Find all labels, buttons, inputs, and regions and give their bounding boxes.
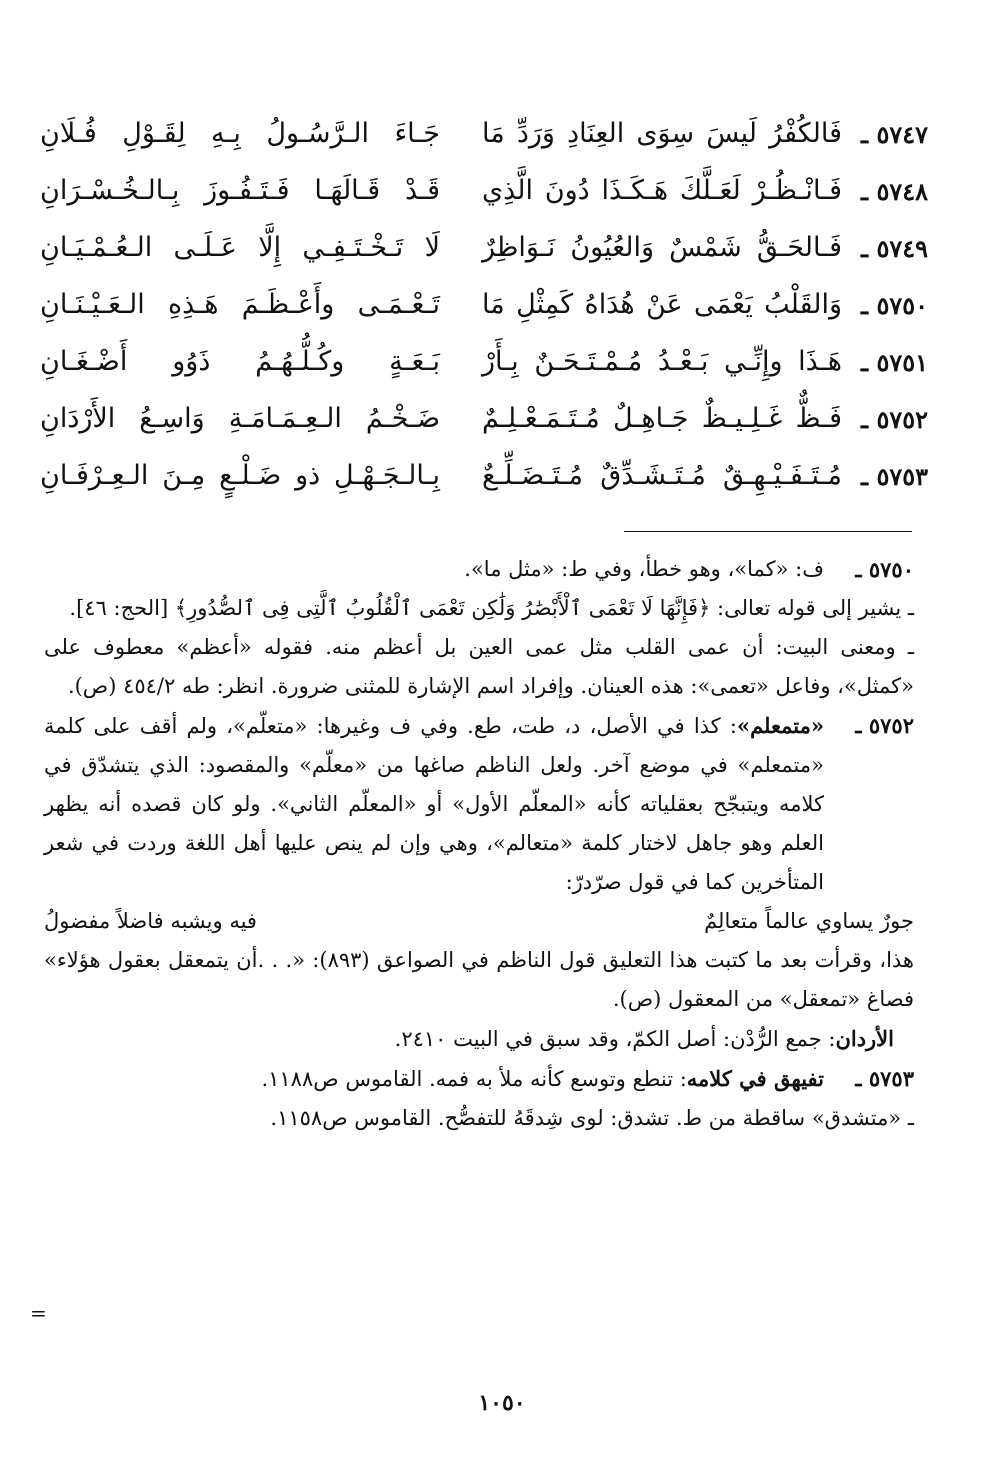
verse-5753 [40,460,928,517]
first-hemistich: فَـظٌّ غَـلِـيـظٌ جَـاهِـلٌ مُـتَـمَـعْـلِـمٌ [482,403,842,434]
verse-5747 [40,118,928,175]
footnote-text [44,1019,894,1059]
poem [40,118,928,517]
first-hemistich: مُـتَـفَـيْـهِـقٌ مُـتَـشَـدِّقٌ مُـتَـضَـلِّـعٌ [482,460,842,491]
second-hemistich: جَـاءَ الـرَّسُـولُ بِـهِ لِقَـوْلِ فُـلَانِ [40,118,440,149]
page-number: ١٠٥٠ [478,1390,526,1416]
quoted-first-hemistich: جورٌ يساوي عالماً متعالِمٌ [704,909,914,933]
footnote-5753 [44,1059,914,1099]
footnote-body: : جمع الرُّدْن: أصل الكمّ، وقد سبق في البيت ٢٤١٠. [394,1027,836,1051]
footnote-term: تفيهق في كلامه [686,1066,824,1091]
first-hemistich: فَالكُفْرُ لَيسَ سِوَى العِنَادِ وَرَدِّ مَا [482,118,842,149]
verse-number: ٥٧٥١ ـ [861,348,928,377]
footnote-number: ٥٧٥٢ ـ [855,713,914,738]
verse-number: ٥٧٤٨ ـ [861,177,928,206]
second-hemistich: قَـدْ قَـالَهَـا فَـتَـفُـوزَ بِـالـخُـسْـرَانِ [40,175,440,206]
footnote-body: : تنطع وتوسع كأنه ملأ به فمه. القاموس ص١١٨٨. [261,1067,687,1091]
footnote-body: : كذا في الأصل، د، طت، طع. وفي ف وغيرها: «متعلّم»، ولم أقف على كلمة «متمعلم» في موضع آخر. ولعل الناظم صاغها من «معلّم» والمقصود: الذي يتشدّق في كلامه ويتبجّح بعقلياته كأنه «المعلّم الأول» أو «المعلّم الثاني». ولو كان قصده أنه يظهر العلم وهو جاهل لاختار كلمة «متعالم»، وهي وإن لم ينص عليها أهل اللغة وردت في شعر المتأخرين كما في قول صرّدرّ: [44,714,824,894]
verse-number: ٥٧٥٠ ـ [861,291,928,320]
footnote-5752 [44,706,914,902]
verse-5748 [40,175,928,232]
verse-5750 [40,289,928,346]
first-hemistich: هَـذَا وإِنِّـي بَـعْـدُ مُـمْـتَـحَـنٌ بِـأَرْ [482,346,842,377]
second-hemistich: تَـعْـمَـى وأَعْـظَـمَ هَـذِهِ الـعَـيْـنَـانِ [40,289,440,320]
verse-number: ٥٧٤٩ ـ [861,234,928,263]
first-hemistich: فَـانْـظُـرْ لَعَـلَّكَ هَـكَـذَا دُونَ الَّذِي [482,175,842,206]
footnote-5752-addendum [44,941,914,1019]
footnote-5750 [44,550,914,589]
footnote-number: ٥٧٥٣ ـ [855,1066,914,1091]
second-hemistich: ضَـخْـمُ الـعِـمَـامَـةِ وَاسِـعُ الأَرْدَانِ [40,403,440,434]
footnote-5750-meaning [44,628,914,706]
second-hemistich: بَـعَـةٍ وكُـلُّـهُـمُ ذَوُو أَضْـغَـانِ [40,346,440,377]
quoted-verse [44,902,914,941]
second-hemistich: بِـالـجَـهْـلِ ذو ضَـلْـعٍ مِـنَ الـعِـرْفَـانِ [40,460,440,491]
footnotes [44,550,914,1138]
footnote-text: ـ يشير إلى قوله تعالى: ﴿فَإِنَّهَا لَا تَعْمَى ٱلْأَبْصَٰرُ وَلَٰكِن تَعْمَى ٱلْقُلُوبُ ٱلَّتِى فِى ٱلصُّدُورِ﴾ [الحج: ٤٦]. [69,596,914,620]
footnote-text [44,706,824,902]
footnote-text [44,1059,824,1099]
footnote-number: ٥٧٥٠ ـ [855,557,914,582]
footnote-term: «متمعلم» [736,713,824,738]
verse-number: ٥٧٥٢ ـ [861,405,928,434]
first-hemistich: فَـالحَـقُّ شَمْسٌ وَالعُيُونُ نَـوَاظِرٌ [482,232,842,263]
second-hemistich: لَا تَـخْـتَـفِـي إِلَّا عَـلَـى الـعُـمْـيَـانِ [40,232,440,263]
footnote-5753-mutashaddiq [44,1099,914,1138]
footnote-5752-ardan [44,1019,914,1059]
verse-number: ٥٧٤٧ ـ [861,120,928,149]
footnote-text: ف: «كما»، وهو خطأ، وفي ط: «مثل ما». [464,557,824,581]
quoted-second-hemistich: فيه ويشبه فاضلاً مفضولُ [44,909,257,933]
verse-5749 [40,232,928,289]
continuation-mark: = [30,1301,47,1325]
footnote-term: الأردان [835,1026,894,1051]
footnote-5750-quran-ref [44,589,914,628]
verse-number: ٥٧٥٣ ـ [861,462,928,491]
first-hemistich: وَالقَلْبُ يَعْمَى عَنْ هُدَاهُ كَمِثْلِ مَا [482,289,842,320]
verse-5751 [40,346,928,403]
footnote-text: هذا، وقرأت بعد ما كتبت هذا التعليق قول الناظم في الصواعق (٨٩٣): «. . .أن يتمعقل بعقول هؤلاء» فصاغ «تمعقل» من المعقول (ص). [44,948,914,1011]
footnote-text: ـ ومعنى البيت: أن عمى القلب مثل عمى العين بل أعظم منه. فقوله «أعظم» معطوف على «كمثل»، وفاعل «تعمى»: هذه العينان. وإفراد اسم الإشارة للمثنى ضرورة. انظر: طه ٤٥٤/٢ (ص). [44,635,914,698]
verse-5752 [40,403,928,460]
footnote-text: ـ «متشدق» ساقطة من ط. تشدق: لوى شِدقَهُ للتفصُّح. القاموس ص١١٥٨. [270,1106,914,1130]
footnote-separator [624,531,912,532]
